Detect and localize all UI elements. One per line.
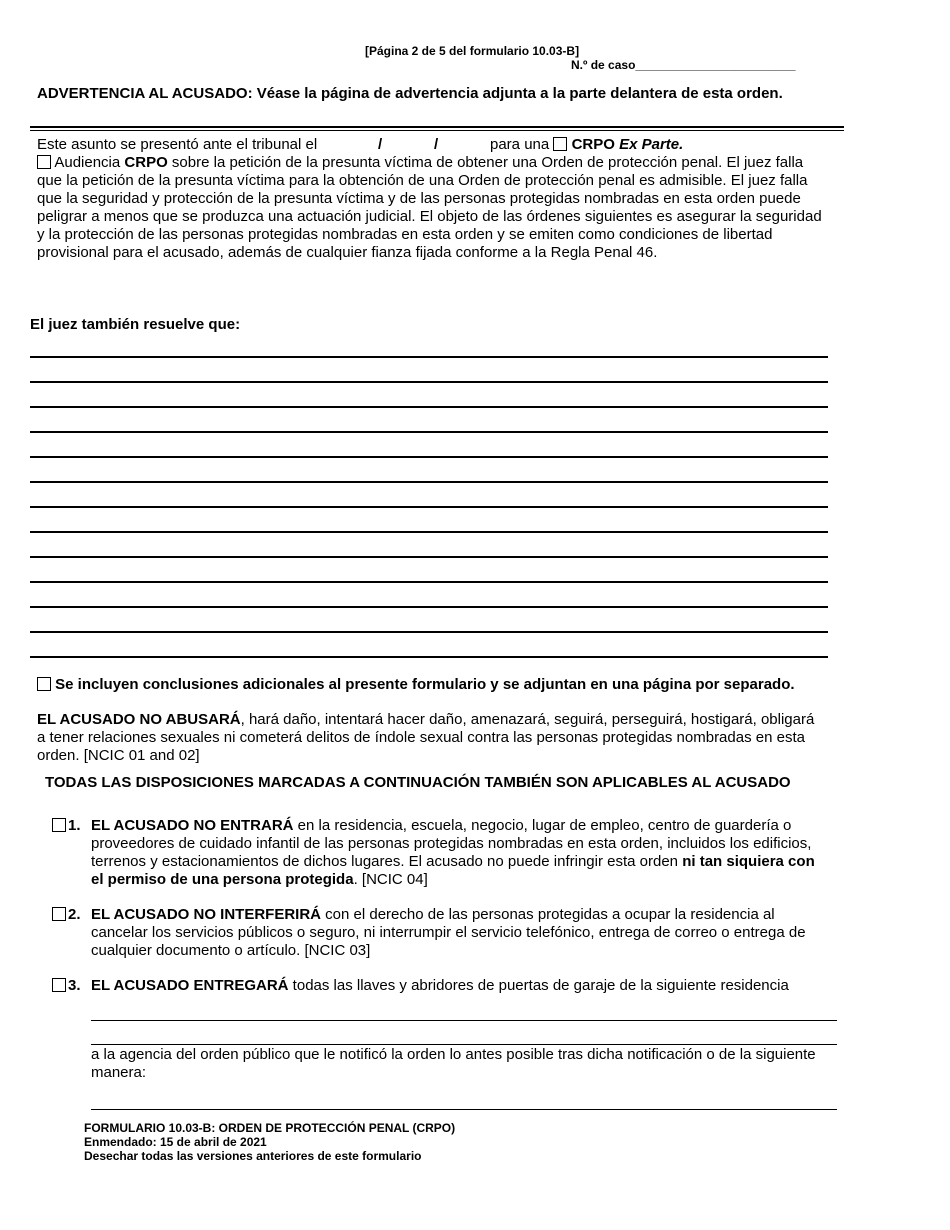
date-slash-2: / <box>434 136 439 153</box>
writing-line[interactable] <box>30 381 828 383</box>
additional-findings-text: Se incluyen conclusiones adicionales al presente formulario y se adjuntan en una página por separado. <box>55 676 795 693</box>
hearing-date-prefix: Este asunto se presentó ante el tribunal el <box>37 136 318 153</box>
crpo-label: CRPO <box>571 136 615 153</box>
item-3-number: 3. <box>68 977 81 994</box>
writing-line[interactable] <box>30 556 828 558</box>
hearing-checkbox[interactable] <box>37 155 51 169</box>
footer-form: FORMULARIO 10.03-B: ORDEN DE PROTECCIÓN PENAL (CRPO) <box>84 1121 456 1135</box>
provisions-heading: TODAS LAS DISPOSICIONES MARCADAS A CONTINUACIÓN TAMBIÉN SON APLICABLES AL ACUSADO <box>45 774 791 791</box>
item-2-body: con el derecho de las personas protegidas a ocupar la residencia al cancelar los servicios públicos o seguro, ni interrumpir el servicio telefónico, entrega de correo o entrega de cualquier documento o artículo. [NCIC 03] <box>91 906 806 959</box>
hearing-crpo: CRPO <box>124 154 168 171</box>
item-3-marker <box>52 977 81 995</box>
writing-line[interactable] <box>30 456 828 458</box>
writing-line[interactable] <box>30 631 828 633</box>
hearing-date-mid: para una <box>490 136 550 153</box>
case-number-field[interactable]: ________________________ <box>635 58 796 72</box>
hearing-date-line <box>37 136 827 154</box>
additional-findings-checkbox[interactable] <box>37 677 51 691</box>
item-3-after: a la agencia del orden público que le notificó la orden lo antes posible tras dicha notificación o de la siguiente manera: <box>91 1046 816 1081</box>
item-1-checkbox[interactable] <box>52 818 66 832</box>
case-number <box>571 58 796 72</box>
hearing-paragraph <box>37 154 829 262</box>
hearing-prefix: Audiencia <box>54 154 121 171</box>
footer-amended: Enmendado: 15 de abril de 2021 <box>84 1135 267 1149</box>
date-slash-1: / <box>378 136 383 153</box>
writing-line[interactable] <box>30 656 828 658</box>
writing-line[interactable] <box>30 431 828 433</box>
writing-line[interactable] <box>30 506 828 508</box>
ex-parte-checkbox[interactable] <box>553 137 567 151</box>
item-2-bold: EL ACUSADO NO INTERFERIRÁ <box>91 906 322 923</box>
item-3-bold: EL ACUSADO ENTREGARÁ <box>91 977 289 994</box>
item-2-checkbox[interactable] <box>52 907 66 921</box>
hearing-text: sobre la petición de la presunta víctima de obtener una Orden de protección penal. El juez falla que la petición de la presunta víctima para la obtención de una Orden de protección penal es admisible. El juez falla que la seguridad y protección de la presunta víctima y de las personas protegidas nombradas en esta orden puede peligrar a menos que se produzca una actuación judicial. El objeto de las órdenes siguientes es asegurar la seguridad y la protección de las personas protegidas nombradas en esta orden y se emiten como condiciones de libertad provisional para el acusado, además de cualquier fianza fijada conforme a la Regla Penal 46. <box>37 154 822 261</box>
item-1-bold: EL ACUSADO NO ENTRARÁ <box>91 817 294 834</box>
residence-line-1[interactable] <box>91 1020 837 1021</box>
additional-findings <box>37 676 795 693</box>
item-3-text <box>91 977 851 995</box>
case-number-label: N.º de caso <box>571 58 636 72</box>
manner-line[interactable] <box>91 1109 837 1110</box>
item-2-text <box>91 906 831 960</box>
writing-line[interactable] <box>30 581 828 583</box>
item-1-tail: . [NCIC 04] <box>353 871 428 888</box>
judge-heading: El juez también resuelve que: <box>30 316 241 333</box>
item-2-marker <box>52 906 81 924</box>
warning-to-defendant: ADVERTENCIA AL ACUSADO: Véase la página de advertencia adjunta a la parte delantera de esta orden. <box>37 85 783 102</box>
item-1-marker <box>52 817 81 835</box>
writing-line[interactable] <box>30 531 828 533</box>
residence-line-2[interactable] <box>91 1044 837 1045</box>
item-1-bold2: ni tan siquiera con el permiso de una persona protegida <box>91 853 815 888</box>
writing-line[interactable] <box>30 606 828 608</box>
item-1-number: 1. <box>68 817 81 834</box>
item-2-number: 2. <box>68 906 81 923</box>
footer-discard: Desechar todas las versiones anteriores de este formulario <box>84 1149 422 1163</box>
ex-parte-label: Ex Parte. <box>619 136 684 153</box>
page-reference: [Página 2 de 5 del formulario 10.03-B] <box>365 44 580 58</box>
divider-bottom <box>30 130 844 131</box>
divider-top <box>30 126 844 128</box>
item-1-body: en la residencia, escuela, negocio, lugar de empleo, centro de guardería o proveedores de cuidado infantil de las personas protegidas nombradas en esta orden, incluidos los edificios, terrenos y estacionamientos de dichos lugares. El acusado no puede infringir esta orden <box>91 817 812 870</box>
footer <box>84 1121 455 1163</box>
no-abuse-text: , hará daño, intentará hacer daño, amenazará, seguirá, perseguirá, hostigará, obligará a tener relaciones sexuales ni cometerá delitos de índole sexual contra las personas protegidas nombradas en esta orden. [NCIC 01 and 02] <box>37 711 815 764</box>
item-1-text <box>91 817 831 889</box>
no-abuse-bold: EL ACUSADO NO ABUSARÁ <box>37 711 241 728</box>
writing-line[interactable] <box>30 356 828 358</box>
no-abuse-paragraph <box>37 711 817 765</box>
writing-line[interactable] <box>30 406 828 408</box>
item-3-checkbox[interactable] <box>52 978 66 992</box>
writing-line[interactable] <box>30 481 828 483</box>
item-3-body: todas las llaves y abridores de puertas de garaje de la siguiente residencia <box>288 977 789 994</box>
